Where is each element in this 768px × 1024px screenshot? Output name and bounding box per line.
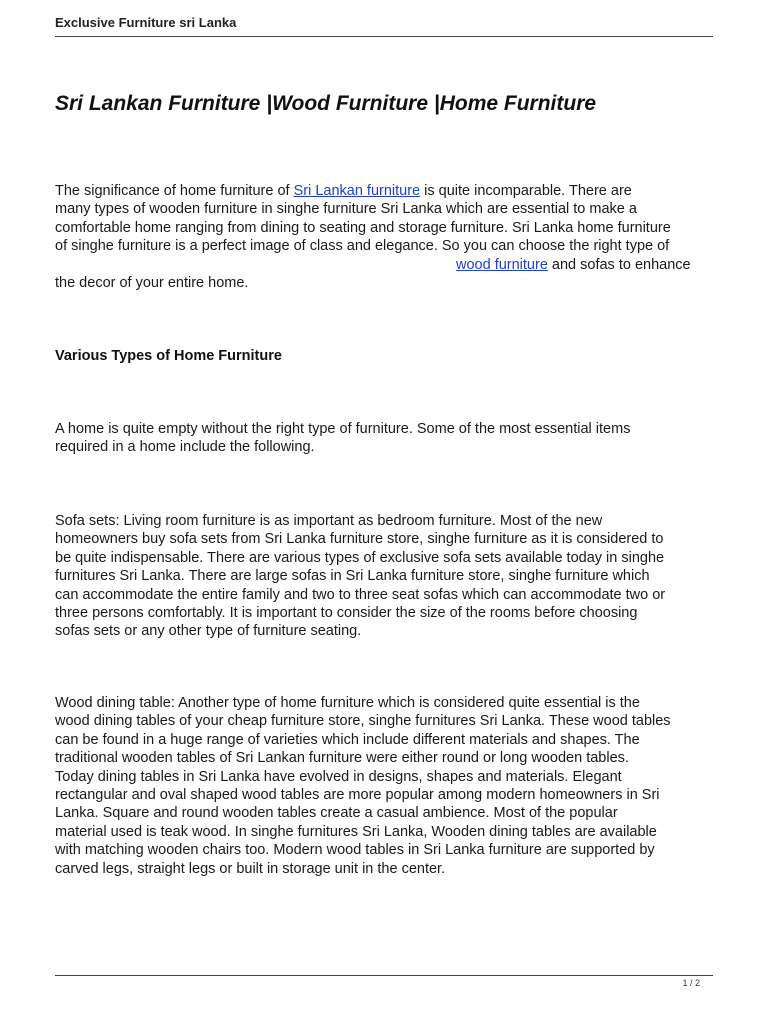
intro-paragraph — [55, 182, 715, 292]
essentials-paragraph: A home is quite empty without the right type of furniture. Some of the most essential items required in a home include the following. — [55, 421, 631, 456]
footer-divider — [55, 975, 713, 976]
intro-line-2: many types of wooden furniture in singhe furniture Sri Lanka which are essential to make a — [55, 201, 637, 218]
page-number: 1 / 2 — [682, 978, 700, 988]
intro-line-3: comfortable home ranging from dining to seating and storage furniture. Sri Lanka home furniture — [55, 219, 671, 236]
dining-table-paragraph: Wood dining table: Another type of home furniture which is considered quite essential is the wood dining tables of your cheap furniture store, singhe furnitures Sri Lanka. These wood tables can be found in a huge range of varieties which include different materials and shapes. The traditional wooden tables of Sri Lankan furniture were either round or long wooden tables. Today dining tables in Sri Lanka have evolved in designs, shapes and materials. Elegant rectangular and oval shaped wood tables are more popular among modern homeowners in Sri Lanka. Square and round wooden tables create a casual ambience. Most of the popular material used is teak wood. In singhe furnitures Sri Lanka, Wooden dining tables are available with matching wooden chairs too. Modern wood tables in Sri Lanka furniture are supported by carved legs, straight legs or built in storage unit in the center. — [55, 695, 671, 877]
sri-lankan-furniture-link[interactable]: Sri Lankan furniture — [293, 183, 421, 199]
section-heading: Various Types of Home Furniture — [55, 348, 282, 364]
running-header: Exclusive Furniture sri Lanka — [55, 15, 237, 30]
header-divider — [55, 36, 713, 37]
wood-furniture-link[interactable]: wood furniture — [456, 256, 548, 273]
intro-line-6: the decor of your entire home. — [55, 275, 249, 292]
page-title: Sri Lankan Furniture |Wood Furniture |Home Furniture — [55, 92, 597, 115]
intro-line-5: wood furniture and sofas to enhance — [456, 256, 691, 273]
intro-line-1: The significance of home furniture of Sri Lankan furniture is quite incomparable. There are — [55, 183, 632, 199]
sofa-sets-paragraph: Sofa sets: Living room furniture is as important as bedroom furniture. Most of the new homeowners buy sofa sets from Sri Lanka furniture store, singhe furniture as it is considered to be quite indispensable. There are various types of exclusive sofa sets available today in singhe furnitures Sri Lanka. There are large sofas in Sri Lanka furniture store, singhe furniture which can accommodate the entire family and two to three seat sofas which can accommodate two or three persons comfortably. It is important to consider the size of the rooms before choosing sofas sets or any other type of furniture seating. — [55, 513, 666, 640]
intro-line-4: of singhe furniture is a perfect image of class and elegance. So you can choose the right type of — [55, 238, 670, 255]
